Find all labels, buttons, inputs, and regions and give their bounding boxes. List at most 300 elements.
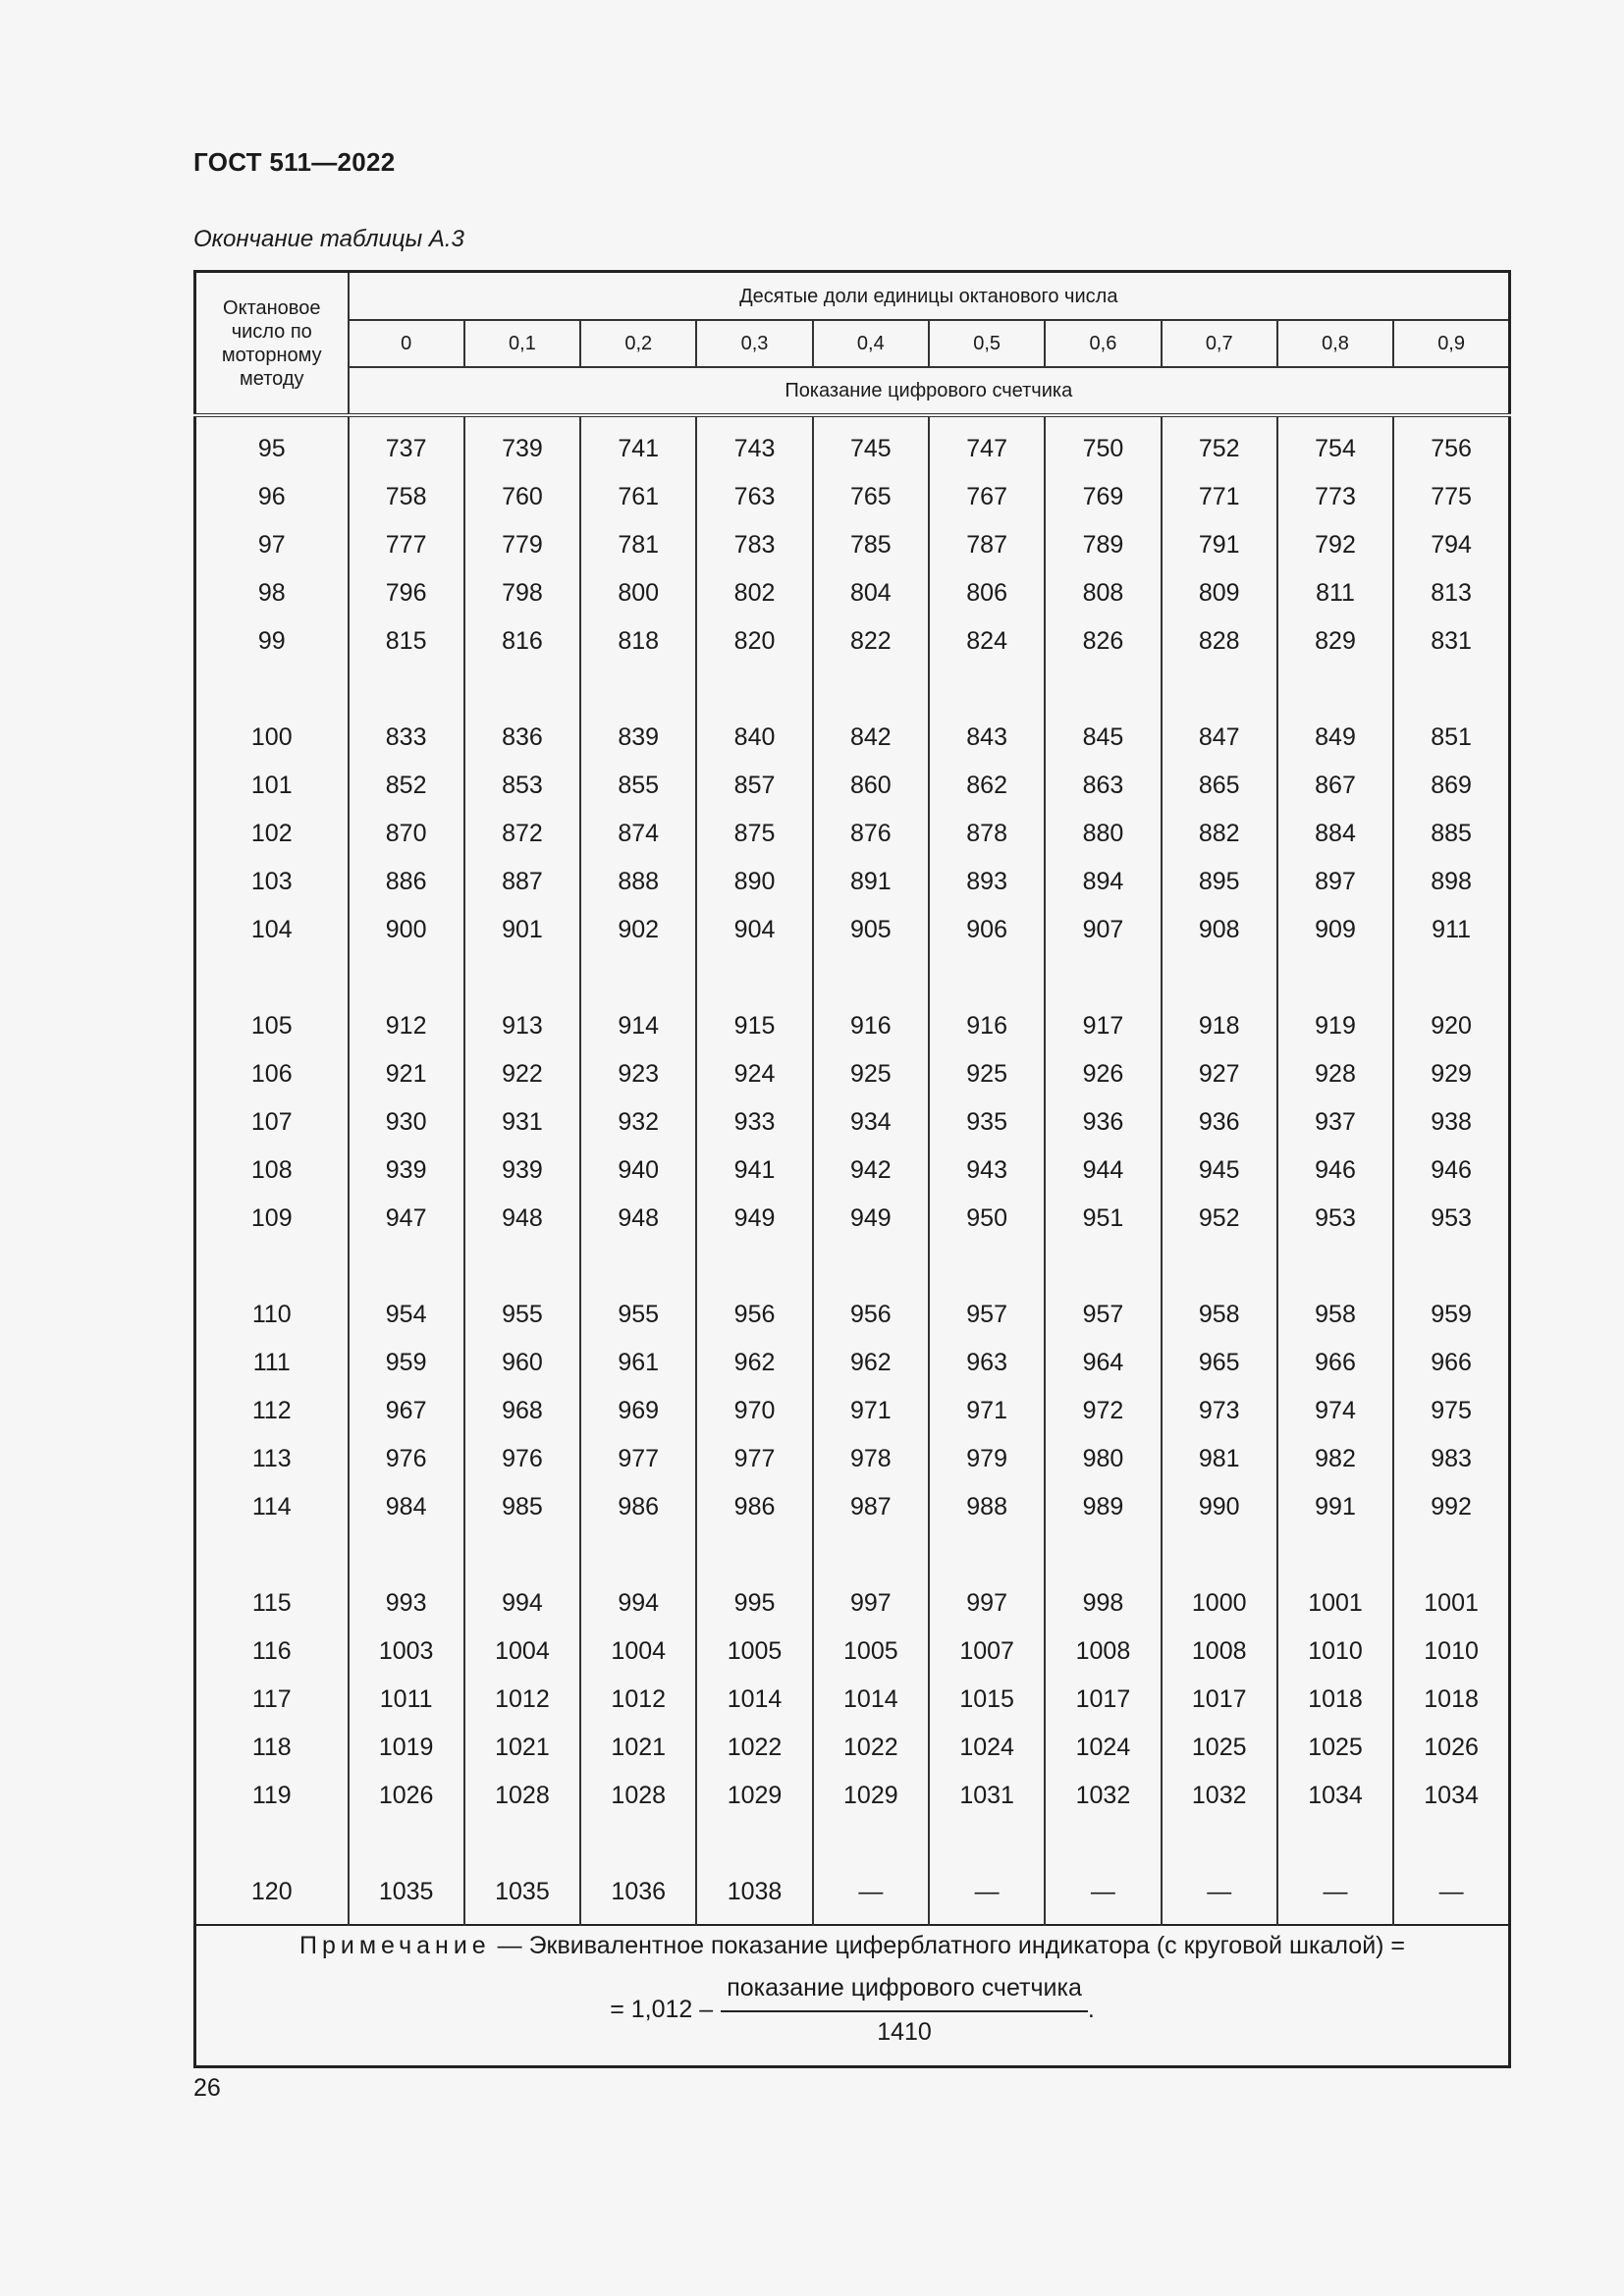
counter-reading-cell: 787 bbox=[929, 521, 1045, 569]
counter-reading-cell: 974 bbox=[1277, 1387, 1393, 1435]
table-row bbox=[195, 1147, 1510, 1195]
table-row bbox=[195, 617, 1510, 666]
counter-reading-cell: 865 bbox=[1162, 762, 1277, 810]
table-row bbox=[195, 1483, 1510, 1531]
counter-reading-cell: 794 bbox=[1393, 521, 1509, 569]
octane-number-cell: 113 bbox=[195, 1435, 349, 1483]
octane-number-cell: 112 bbox=[195, 1387, 349, 1435]
counter-reading-cell: 967 bbox=[349, 1387, 464, 1435]
spacer-cell bbox=[1162, 1820, 1277, 1868]
counter-reading-cell: 992 bbox=[1393, 1483, 1509, 1531]
counter-reading-cell: 997 bbox=[929, 1579, 1045, 1628]
counter-reading-cell: 913 bbox=[464, 1002, 580, 1050]
counter-reading-cell: 989 bbox=[1045, 1483, 1161, 1531]
counter-reading-cell: 781 bbox=[580, 521, 696, 569]
counter-reading-cell: 920 bbox=[1393, 1002, 1509, 1050]
counter-reading-cell: 953 bbox=[1393, 1195, 1509, 1243]
counter-reading-cell: 968 bbox=[464, 1387, 580, 1435]
counter-reading-cell: — bbox=[929, 1868, 1045, 1925]
spacer-cell bbox=[349, 954, 464, 1002]
table-row bbox=[195, 810, 1510, 858]
counter-reading-cell: 978 bbox=[813, 1435, 929, 1483]
spacer-cell bbox=[1045, 1820, 1161, 1868]
counter-reading-cell: 882 bbox=[1162, 810, 1277, 858]
octane-number-cell: 118 bbox=[195, 1724, 349, 1772]
counter-reading-cell: 976 bbox=[349, 1435, 464, 1483]
counter-reading-cell: 898 bbox=[1393, 858, 1509, 906]
counter-reading-cell: 874 bbox=[580, 810, 696, 858]
counter-reading-cell: 1034 bbox=[1393, 1772, 1509, 1820]
counter-reading-cell: 895 bbox=[1162, 858, 1277, 906]
counter-reading-cell: 948 bbox=[464, 1195, 580, 1243]
counter-reading-cell: 1024 bbox=[929, 1724, 1045, 1772]
spacer-cell bbox=[929, 1531, 1045, 1579]
counter-reading-cell: 869 bbox=[1393, 762, 1509, 810]
group-spacer-row bbox=[195, 1820, 1510, 1868]
counter-reading-cell: 900 bbox=[349, 906, 464, 954]
counter-reading-cell: 986 bbox=[696, 1483, 812, 1531]
counter-reading-cell: 1032 bbox=[1162, 1772, 1277, 1820]
counter-reading-cell: 783 bbox=[696, 521, 812, 569]
spacer-cell bbox=[349, 1820, 464, 1868]
counter-reading-cell: 940 bbox=[580, 1147, 696, 1195]
counter-reading-cell: 1021 bbox=[580, 1724, 696, 1772]
counter-reading-cell: 969 bbox=[580, 1387, 696, 1435]
counter-reading-cell: 806 bbox=[929, 569, 1045, 617]
counter-reading-cell: 1036 bbox=[580, 1868, 696, 1925]
table-row bbox=[195, 473, 1510, 521]
spacer-cell bbox=[696, 954, 812, 1002]
table-row bbox=[195, 1772, 1510, 1820]
spacer-cell bbox=[349, 1531, 464, 1579]
counter-reading-cell: 964 bbox=[1045, 1339, 1161, 1387]
counter-reading-cell: 976 bbox=[464, 1435, 580, 1483]
counter-reading-cell: 745 bbox=[813, 415, 929, 473]
counter-reading-cell: 1034 bbox=[1277, 1772, 1393, 1820]
counter-reading-cell: 1017 bbox=[1045, 1676, 1161, 1724]
counter-reading-cell: 771 bbox=[1162, 473, 1277, 521]
group-spacer-row bbox=[195, 1243, 1510, 1291]
counter-reading-cell: 752 bbox=[1162, 415, 1277, 473]
counter-reading-cell: 914 bbox=[580, 1002, 696, 1050]
counter-reading-cell: 1025 bbox=[1277, 1724, 1393, 1772]
counter-reading-cell: 988 bbox=[929, 1483, 1045, 1531]
table-row bbox=[195, 1435, 1510, 1483]
counter-reading-cell: 1017 bbox=[1162, 1676, 1277, 1724]
table-caption: Окончание таблицы А.3 bbox=[193, 226, 464, 252]
counter-reading-cell: 813 bbox=[1393, 569, 1509, 617]
spacer-cell bbox=[195, 954, 349, 1002]
counter-reading-cell: 975 bbox=[1393, 1387, 1509, 1435]
spacer-cell bbox=[1393, 954, 1509, 1002]
counter-reading-cell: 955 bbox=[580, 1291, 696, 1339]
counter-reading-cell: 845 bbox=[1045, 714, 1161, 762]
octane-number-cell: 107 bbox=[195, 1098, 349, 1147]
table-row bbox=[195, 1195, 1510, 1243]
spacer-cell bbox=[580, 1243, 696, 1291]
counter-reading-cell: 878 bbox=[929, 810, 1045, 858]
counter-reading-cell: 743 bbox=[696, 415, 812, 473]
counter-reading-cell: 1026 bbox=[349, 1772, 464, 1820]
table-row bbox=[195, 1868, 1510, 1925]
note-line bbox=[196, 1932, 1508, 1960]
counter-reading-cell: 852 bbox=[349, 762, 464, 810]
counter-reading-cell: 872 bbox=[464, 810, 580, 858]
spacer-cell bbox=[929, 1243, 1045, 1291]
counter-reading-cell: 923 bbox=[580, 1050, 696, 1098]
counter-reading-cell: 981 bbox=[1162, 1435, 1277, 1483]
table-body bbox=[195, 415, 1510, 1925]
formula-fraction bbox=[721, 1974, 1088, 2047]
counter-reading-cell: 934 bbox=[813, 1098, 929, 1147]
counter-reading-cell: 915 bbox=[696, 1002, 812, 1050]
octane-number-cell: 98 bbox=[195, 569, 349, 617]
table-row bbox=[195, 858, 1510, 906]
counter-reading-cell: 993 bbox=[349, 1579, 464, 1628]
counter-reading-cell: 747 bbox=[929, 415, 1045, 473]
spacer-cell bbox=[580, 954, 696, 1002]
counter-reading-cell: — bbox=[1393, 1868, 1509, 1925]
spacer-cell bbox=[1045, 1243, 1161, 1291]
counter-reading-cell: 956 bbox=[813, 1291, 929, 1339]
counter-reading-cell: 1032 bbox=[1045, 1772, 1161, 1820]
spacer-cell bbox=[580, 666, 696, 714]
counter-reading-cell: 998 bbox=[1045, 1579, 1161, 1628]
spacer-cell bbox=[696, 1243, 812, 1291]
counter-reading-cell: 779 bbox=[464, 521, 580, 569]
counter-reading-cell: 931 bbox=[464, 1098, 580, 1147]
spacer-cell bbox=[464, 954, 580, 1002]
counter-reading-cell: 990 bbox=[1162, 1483, 1277, 1531]
counter-reading-cell: 754 bbox=[1277, 415, 1393, 473]
spacer-cell bbox=[813, 1243, 929, 1291]
counter-reading-cell: 822 bbox=[813, 617, 929, 666]
counter-reading-cell: 840 bbox=[696, 714, 812, 762]
table-row bbox=[195, 1579, 1510, 1628]
counter-reading-cell: 888 bbox=[580, 858, 696, 906]
counter-reading-cell: 928 bbox=[1277, 1050, 1393, 1098]
counter-reading-cell: 909 bbox=[1277, 906, 1393, 954]
counter-reading-cell: 933 bbox=[696, 1098, 812, 1147]
octane-number-cell: 97 bbox=[195, 521, 349, 569]
counter-reading-cell: 982 bbox=[1277, 1435, 1393, 1483]
counter-reading-cell: 811 bbox=[1277, 569, 1393, 617]
spacer-cell bbox=[1045, 1531, 1161, 1579]
counter-reading-cell: 942 bbox=[813, 1147, 929, 1195]
counter-reading-cell: 971 bbox=[929, 1387, 1045, 1435]
counter-reading-cell: 863 bbox=[1045, 762, 1161, 810]
counter-reading-cell: 994 bbox=[580, 1579, 696, 1628]
table-row bbox=[195, 906, 1510, 954]
octane-number-cell: 110 bbox=[195, 1291, 349, 1339]
counter-reading-cell: 880 bbox=[1045, 810, 1161, 858]
counter-reading-cell: 816 bbox=[464, 617, 580, 666]
counter-reading-cell: 897 bbox=[1277, 858, 1393, 906]
octane-number-cell: 109 bbox=[195, 1195, 349, 1243]
counter-reading-cell: 943 bbox=[929, 1147, 1045, 1195]
table-row bbox=[195, 762, 1510, 810]
counter-reading-cell: 1015 bbox=[929, 1676, 1045, 1724]
note-prefix: Примечание bbox=[298, 1931, 491, 1959]
counter-reading-cell: 1031 bbox=[929, 1772, 1045, 1820]
counter-reading-cell: 987 bbox=[813, 1483, 929, 1531]
counter-reading-cell: 958 bbox=[1162, 1291, 1277, 1339]
counter-reading-cell: 966 bbox=[1277, 1339, 1393, 1387]
tenths-header-cell: 0,4 bbox=[813, 320, 929, 367]
counter-reading-cell: 954 bbox=[349, 1291, 464, 1339]
counter-reading-cell: 862 bbox=[929, 762, 1045, 810]
spacer-cell bbox=[696, 1531, 812, 1579]
counter-reading-cell: 918 bbox=[1162, 1002, 1277, 1050]
tenths-header-cell: 0,6 bbox=[1045, 320, 1161, 367]
counter-reading-cell: 777 bbox=[349, 521, 464, 569]
counter-reading-cell: 905 bbox=[813, 906, 929, 954]
table-row bbox=[195, 1724, 1510, 1772]
counter-reading-cell: 949 bbox=[696, 1195, 812, 1243]
counter-reading-cell: 948 bbox=[580, 1195, 696, 1243]
spacer-cell bbox=[580, 1531, 696, 1579]
spacer-cell bbox=[580, 1820, 696, 1868]
octane-number-cell: 119 bbox=[195, 1772, 349, 1820]
counter-reading-cell: 885 bbox=[1393, 810, 1509, 858]
counter-reading-cell: 1035 bbox=[349, 1868, 464, 1925]
document-header: ГОСТ 511—2022 bbox=[193, 147, 396, 177]
counter-reading-cell: 994 bbox=[464, 1579, 580, 1628]
counter-reading-cell: 922 bbox=[464, 1050, 580, 1098]
counter-reading-cell: 926 bbox=[1045, 1050, 1161, 1098]
spacer-cell bbox=[1277, 1531, 1393, 1579]
counter-reading-cell: 818 bbox=[580, 617, 696, 666]
counter-reading-cell: 1029 bbox=[696, 1772, 812, 1820]
note-text: — Эквивалентное показание циферблатного индикатора (с круговой шкалой) = bbox=[490, 1931, 1406, 1959]
counter-reading-cell: 773 bbox=[1277, 473, 1393, 521]
tenths-header-cell: 0,8 bbox=[1277, 320, 1393, 367]
counter-reading-cell: 962 bbox=[696, 1339, 812, 1387]
counter-reading-cell: 875 bbox=[696, 810, 812, 858]
note-formula bbox=[610, 1974, 1095, 2047]
counter-reading-cell: 946 bbox=[1277, 1147, 1393, 1195]
counter-reading-cell: 959 bbox=[349, 1339, 464, 1387]
counter-reading-cell: 1024 bbox=[1045, 1724, 1161, 1772]
counter-reading-cell: 904 bbox=[696, 906, 812, 954]
counter-reading-cell: 970 bbox=[696, 1387, 812, 1435]
counter-reading-cell: 957 bbox=[929, 1291, 1045, 1339]
octane-number-cell: 102 bbox=[195, 810, 349, 858]
counter-reading-cell: 983 bbox=[1393, 1435, 1509, 1483]
top-header: Десятые доли единицы октанового числа bbox=[349, 272, 1510, 321]
counter-reading-cell: — bbox=[1045, 1868, 1161, 1925]
counter-reading-cell: 760 bbox=[464, 473, 580, 521]
counter-reading-cell: 906 bbox=[929, 906, 1045, 954]
spacer-cell bbox=[1045, 666, 1161, 714]
counter-reading-cell: 935 bbox=[929, 1098, 1045, 1147]
octane-number-cell: 111 bbox=[195, 1339, 349, 1387]
counter-reading-cell: 767 bbox=[929, 473, 1045, 521]
table-row bbox=[195, 1387, 1510, 1435]
counter-reading-cell: 804 bbox=[813, 569, 929, 617]
counter-reading-cell: 769 bbox=[1045, 473, 1161, 521]
octane-number-cell: 104 bbox=[195, 906, 349, 954]
counter-reading-cell: 796 bbox=[349, 569, 464, 617]
counter-reading-cell: 946 bbox=[1393, 1147, 1509, 1195]
table-row bbox=[195, 714, 1510, 762]
octane-number-cell: 120 bbox=[195, 1868, 349, 1925]
counter-reading-cell: 853 bbox=[464, 762, 580, 810]
counter-reading-cell: 828 bbox=[1162, 617, 1277, 666]
counter-reading-cell: 995 bbox=[696, 1579, 812, 1628]
counter-reading-cell: 901 bbox=[464, 906, 580, 954]
counter-reading-cell: 1019 bbox=[349, 1724, 464, 1772]
counter-reading-cell: 924 bbox=[696, 1050, 812, 1098]
spacer-cell bbox=[464, 666, 580, 714]
formula-denominator: 1410 bbox=[877, 2017, 932, 2046]
counter-reading-cell: 986 bbox=[580, 1483, 696, 1531]
table-row bbox=[195, 1098, 1510, 1147]
counter-reading-cell: 763 bbox=[696, 473, 812, 521]
counter-reading-cell: 1004 bbox=[580, 1628, 696, 1676]
spacer-cell bbox=[696, 666, 812, 714]
counter-reading-cell: 849 bbox=[1277, 714, 1393, 762]
counter-reading-cell: 1004 bbox=[464, 1628, 580, 1676]
counter-reading-cell: 957 bbox=[1045, 1291, 1161, 1339]
spacer-cell bbox=[349, 666, 464, 714]
spacer-cell bbox=[1393, 1531, 1509, 1579]
formula-end: . bbox=[1087, 1996, 1095, 2023]
table-head bbox=[195, 272, 1510, 416]
counter-reading-cell: 929 bbox=[1393, 1050, 1509, 1098]
corner-header: Октановое число по моторному методу bbox=[195, 272, 349, 416]
counter-reading-cell: 1010 bbox=[1277, 1628, 1393, 1676]
counter-reading-cell: 1014 bbox=[696, 1676, 812, 1724]
counter-reading-cell: 833 bbox=[349, 714, 464, 762]
counter-reading-cell: 1010 bbox=[1393, 1628, 1509, 1676]
counter-reading-cell: 936 bbox=[1045, 1098, 1161, 1147]
octane-number-cell: 103 bbox=[195, 858, 349, 906]
counter-reading-cell: 798 bbox=[464, 569, 580, 617]
counter-reading-cell: 927 bbox=[1162, 1050, 1277, 1098]
counter-reading-cell: 939 bbox=[349, 1147, 464, 1195]
spacer-cell bbox=[929, 1820, 1045, 1868]
counter-reading-cell: 857 bbox=[696, 762, 812, 810]
counter-reading-cell: 1038 bbox=[696, 1868, 812, 1925]
table-row bbox=[195, 1676, 1510, 1724]
counter-reading-cell: 977 bbox=[696, 1435, 812, 1483]
counter-reading-cell: 1005 bbox=[696, 1628, 812, 1676]
counter-reading-cell: 887 bbox=[464, 858, 580, 906]
tenths-header-cell: 0,5 bbox=[929, 320, 1045, 367]
counter-reading-cell: 951 bbox=[1045, 1195, 1161, 1243]
counter-reading-cell: 971 bbox=[813, 1387, 929, 1435]
counter-reading-cell: 997 bbox=[813, 1579, 929, 1628]
spacer-cell bbox=[696, 1820, 812, 1868]
counter-reading-cell: 802 bbox=[696, 569, 812, 617]
octane-number-cell: 108 bbox=[195, 1147, 349, 1195]
counter-reading-cell: 891 bbox=[813, 858, 929, 906]
counter-reading-cell: 1018 bbox=[1277, 1676, 1393, 1724]
counter-reading-cell: 851 bbox=[1393, 714, 1509, 762]
spacer-cell bbox=[929, 954, 1045, 1002]
octane-number-cell: 100 bbox=[195, 714, 349, 762]
counter-reading-cell: 941 bbox=[696, 1147, 812, 1195]
counter-reading-cell: 963 bbox=[929, 1339, 1045, 1387]
counter-reading-cell: 952 bbox=[1162, 1195, 1277, 1243]
counter-reading-cell: 917 bbox=[1045, 1002, 1161, 1050]
table-row bbox=[195, 1291, 1510, 1339]
counter-reading-cell: 984 bbox=[349, 1483, 464, 1531]
spacer-cell bbox=[929, 666, 1045, 714]
counter-reading-cell: 890 bbox=[696, 858, 812, 906]
counter-reading-cell: 961 bbox=[580, 1339, 696, 1387]
spacer-cell bbox=[464, 1531, 580, 1579]
spacer-cell bbox=[195, 1820, 349, 1868]
table-row bbox=[195, 1002, 1510, 1050]
octane-number-cell: 99 bbox=[195, 617, 349, 666]
counter-reading-cell: 965 bbox=[1162, 1339, 1277, 1387]
spacer-cell bbox=[349, 1243, 464, 1291]
octane-number-cell: 115 bbox=[195, 1579, 349, 1628]
counter-reading-cell: 824 bbox=[929, 617, 1045, 666]
counter-reading-cell: 893 bbox=[929, 858, 1045, 906]
spacer-cell bbox=[1162, 1243, 1277, 1291]
spacer-cell bbox=[1393, 1820, 1509, 1868]
table-row bbox=[195, 1339, 1510, 1387]
counter-reading-cell: 945 bbox=[1162, 1147, 1277, 1195]
counter-reading-cell: 1022 bbox=[696, 1724, 812, 1772]
counter-reading-cell: 956 bbox=[696, 1291, 812, 1339]
table-row bbox=[195, 415, 1510, 473]
counter-reading-cell: 953 bbox=[1277, 1195, 1393, 1243]
counter-reading-cell: 916 bbox=[813, 1002, 929, 1050]
octane-number-cell: 106 bbox=[195, 1050, 349, 1098]
spacer-cell bbox=[195, 666, 349, 714]
counter-reading-cell: 949 bbox=[813, 1195, 929, 1243]
counter-reading-cell: 737 bbox=[349, 415, 464, 473]
tenths-header-cell: 0,1 bbox=[464, 320, 580, 367]
counter-reading-cell: 980 bbox=[1045, 1435, 1161, 1483]
counter-reading-cell: 1028 bbox=[464, 1772, 580, 1820]
counter-reading-cell: 916 bbox=[929, 1002, 1045, 1050]
tenths-header-cell: 0 bbox=[349, 320, 464, 367]
counter-reading-cell: 919 bbox=[1277, 1002, 1393, 1050]
counter-reading-cell: 1008 bbox=[1162, 1628, 1277, 1676]
tenths-header-row bbox=[195, 320, 1510, 367]
spacer-cell bbox=[813, 954, 929, 1002]
counter-reading-cell: 1035 bbox=[464, 1868, 580, 1925]
counter-reading-cell: 789 bbox=[1045, 521, 1161, 569]
table-row bbox=[195, 521, 1510, 569]
spacer-cell bbox=[1277, 666, 1393, 714]
counter-reading-cell: 870 bbox=[349, 810, 464, 858]
counter-reading-cell: — bbox=[1277, 1868, 1393, 1925]
counter-reading-cell: 972 bbox=[1045, 1387, 1161, 1435]
counter-reading-cell: 820 bbox=[696, 617, 812, 666]
counter-reading-cell: 741 bbox=[580, 415, 696, 473]
octane-number-cell: 96 bbox=[195, 473, 349, 521]
counter-reading-cell: 985 bbox=[464, 1483, 580, 1531]
octane-number-cell: 95 bbox=[195, 415, 349, 473]
spacer-cell bbox=[1393, 1243, 1509, 1291]
counter-reading-cell: 775 bbox=[1393, 473, 1509, 521]
counter-reading-cell: 809 bbox=[1162, 569, 1277, 617]
counter-reading-cell: — bbox=[813, 1868, 929, 1925]
table-row bbox=[195, 569, 1510, 617]
counter-reading-cell: 925 bbox=[813, 1050, 929, 1098]
counter-reading-cell: 979 bbox=[929, 1435, 1045, 1483]
counter-reading-cell: 855 bbox=[580, 762, 696, 810]
counter-reading-cell: 1001 bbox=[1393, 1579, 1509, 1628]
counter-reading-cell: 925 bbox=[929, 1050, 1045, 1098]
spacer-cell bbox=[813, 666, 929, 714]
